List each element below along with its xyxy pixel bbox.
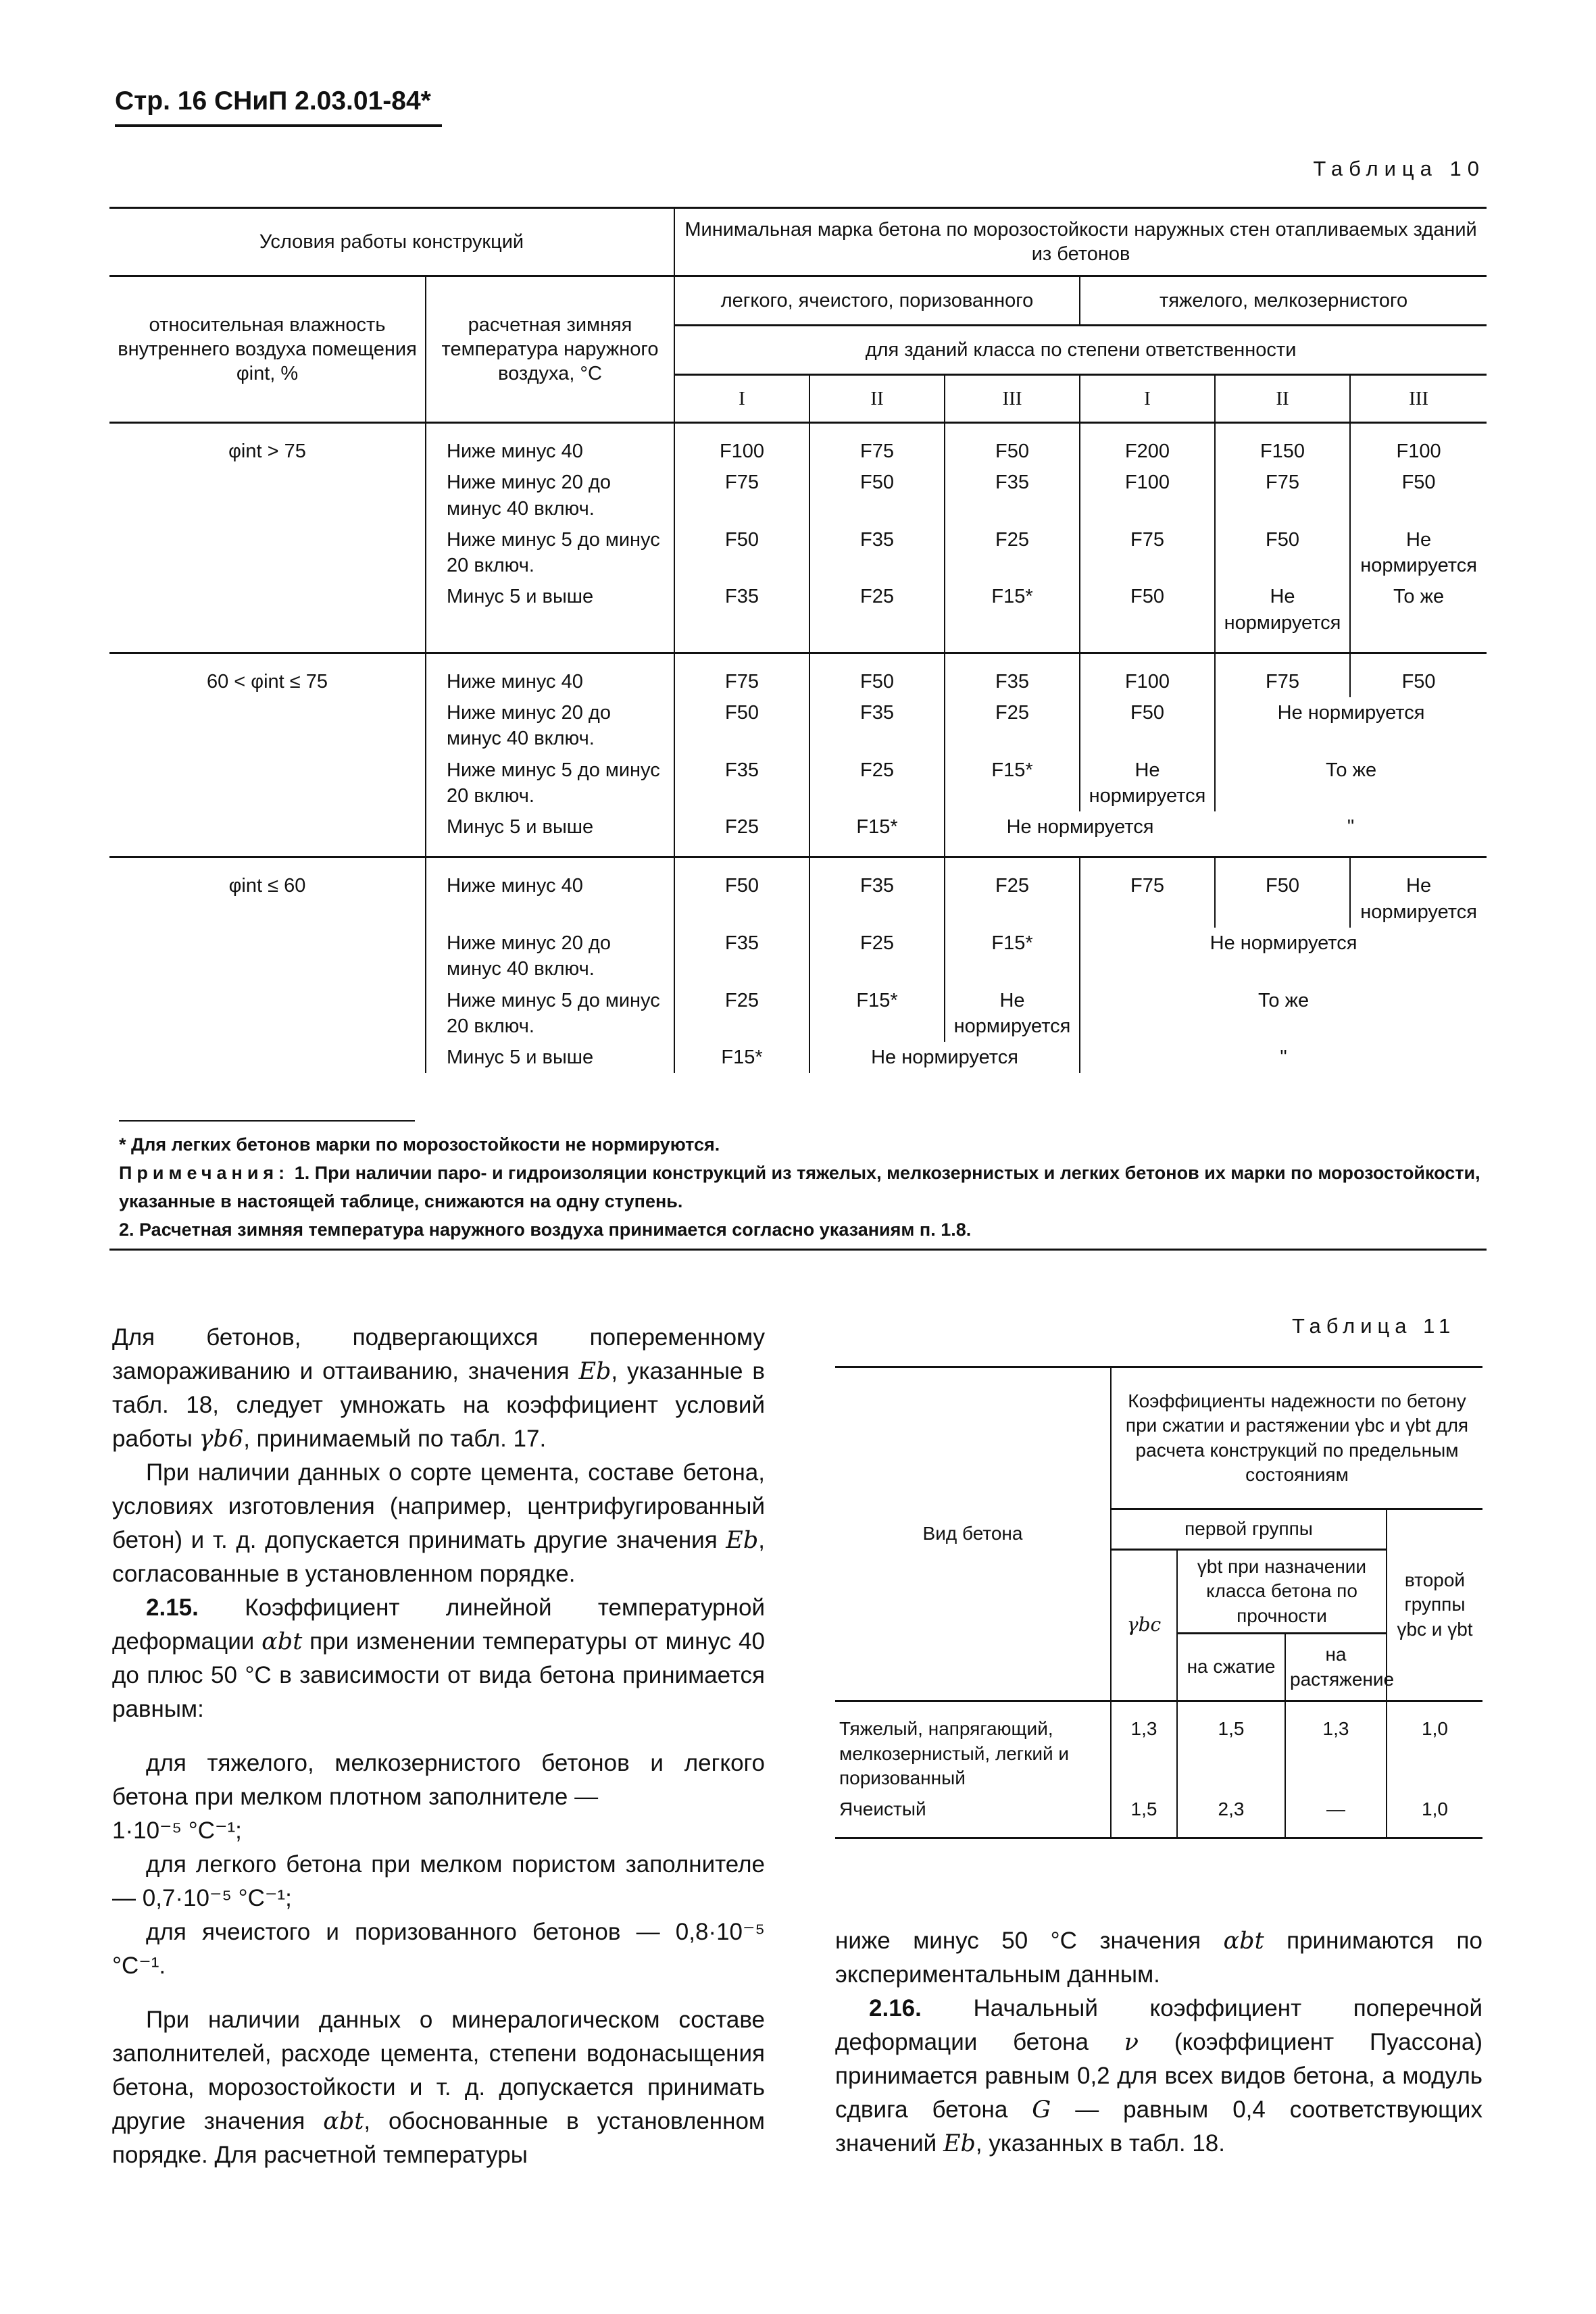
humidity-cell: φint > 75 [109,423,426,653]
value-cell: F100 [1396,441,1441,462]
value-cell: F75 [1080,524,1215,582]
value-cell: " [1215,811,1487,857]
temp-cell: Ниже минус 5 до минус 20 включ. [426,985,674,1042]
value-cell: 1,5 [1177,1701,1285,1795]
value-cell: F25 [809,755,945,812]
head-compression: на сжатие [1177,1634,1285,1701]
value-cell: F15* [809,811,945,857]
class-label: III [1350,375,1487,423]
value-cell: То же [1350,581,1487,653]
value-cell: F75 [674,467,809,524]
value-cell: 1,0 [1387,1794,1482,1838]
paragraph: ниже минус 50 °С значения αbt принимаются по экспериментальным данным. [835,1928,1482,1988]
value-cell: F25 [809,581,945,653]
value-cell: F25 [809,928,945,985]
value-cell: Не нормируется [945,811,1215,857]
value-cell: F35 [809,697,945,755]
right-column-text [835,1924,1482,2161]
value-cell: F50 [1215,857,1350,928]
value-cell: Не нормируется [809,1042,1080,1073]
value-cell: F50 [1080,581,1215,653]
head-light-concrete: легкого, ячеистого, поризованного [674,276,1080,326]
value-cell: F35 [674,928,809,985]
symbol-Eb: Eb [726,1527,759,1554]
value-cell: F50 [1215,524,1350,582]
value-cell: F35 [945,653,1080,697]
footnote-rule [119,1120,415,1122]
value-cell: 1,0 [1422,1718,1448,1740]
humidity-cell: φint ≤ 60 [109,857,426,1073]
value-cell: F75 [1080,857,1215,928]
value-cell: 2,3 [1177,1794,1285,1838]
symbol-Eb: Eb [578,1358,612,1385]
paragraph: При наличии данных о минералогическом составе заполнителей, расходе цемента, степени водонасыщения бетона, морозостойкости и т. д. допускается принимать другие значения αbt, обоснованные в установленном порядке. Для расчетной температуры [112,2007,765,2168]
temp-cell: Минус 5 и выше [426,581,674,653]
head-second-group: второй группы γbc и γbt [1387,1509,1482,1701]
value-cell: F15* [945,928,1080,985]
header-underline [115,124,442,127]
head-class: для зданий класса по степени ответственности [674,326,1487,375]
value-cell: F100 [1080,653,1215,697]
head-min-grade: Минимальная марка бетона по морозостойкости наружных стен отапливаемых зданий из бетонов [674,208,1487,276]
symbol-alpha-bt: αbt [261,1628,303,1655]
value-cell: F25 [674,811,809,857]
head-heavy-concrete: тяжелого, мелкозернистого [1080,276,1487,326]
temp-cell: Минус 5 и выше [426,1042,674,1073]
value-cell: 1,3 [1285,1701,1387,1795]
value-cell: F100 [1080,467,1215,524]
value-cell: F25 [674,985,809,1042]
paragraph: для ячеистого и поризованного бетонов — 0,8·10⁻⁵ °С⁻¹. [112,1919,765,1979]
value-cell: — [1285,1794,1387,1838]
value-cell: F25 [945,524,1080,582]
value-cell: F50 [1401,670,1436,693]
head-coefficients: Коэффициенты надежности по бетону при сжатии и растяжении γbc и γbt для расчета конструкций по предельным состояниям [1111,1367,1482,1509]
temp-cell: Ниже минус 5 до минус 20 включ. [426,524,674,582]
value-cell: F100 [674,423,809,468]
value-cell: F50 [674,857,809,928]
temp-cell: Ниже минус 20 до минус 40 включ. [426,467,674,524]
left-column-text [112,1321,765,2172]
paragraph: для тяжелого, мелкозернистого бетонов и легкого бетона при мелком плотном заполнителе — 1·10⁻⁵ °С⁻¹; [112,1750,765,1844]
section-number: 2.15. [146,1594,199,1621]
paragraph: 2.15. Коэффициент линейной температурной деформации αbt при изменении температуры от минус 40 до плюс 50 °С в зависимости от вида бетона принимается равным: [112,1594,765,1722]
symbol-G: G [1032,2096,1051,2123]
head-gamma-bc: γbc [1111,1550,1177,1701]
value-cell: Не нормируется [945,985,1080,1042]
temp-cell: Ниже минус 20 до минус 40 включ. [426,928,674,985]
head-first-group: первой группы [1111,1509,1387,1550]
head-conditions: Условия работы конструкций [109,208,674,276]
value-cell: F150 [1215,423,1350,468]
temp-cell: Ниже минус 40 [426,857,674,928]
table10-caption: Таблица 10 [1313,157,1485,180]
value-cell: F35 [674,755,809,812]
value-cell: F200 [1080,423,1215,468]
temp-cell: Ниже минус 40 [426,653,674,697]
humidity-cell: 60 < φint ≤ 75 [109,653,426,857]
value-cell: F75 [674,653,809,697]
value-cell: 1,3 [1111,1701,1177,1795]
class-label: II [809,375,945,423]
table-11 [835,1366,1482,1839]
class-label: I [1080,375,1215,423]
class-label: III [945,375,1080,423]
value-cell: F50 [674,524,809,582]
footnote: * Для легких бетонов марки по морозостойкости не нормируются. [119,1134,720,1155]
value-cell: F15* [674,1042,809,1073]
note-1 [119,1159,1487,1216]
head-humidity: относительная влажность внутреннего воздуха помещения φint, % [109,276,426,423]
value-cell: F50 [1401,472,1436,494]
head-concrete-type: Вид бетона [835,1367,1111,1701]
paragraph: При наличии данных о сорте цемента, составе бетона, условиях изготовления (например, центрифугированный бетон) и т. д. допускается принимать другие значения Eb, согласованные в установленном порядке. [112,1459,765,1587]
temp-cell: Минус 5 и выше [426,811,674,857]
class-label: I [674,375,809,423]
symbol-alpha-bt: αbt [1223,1928,1264,1955]
class-label: II [1215,375,1350,423]
value-cell: F35 [674,581,809,653]
value-cell: F50 [809,653,945,697]
head-gamma-bt: γbt при назначении класса бетона по прочности [1177,1550,1387,1634]
value-cell: 1,5 [1111,1794,1177,1838]
value-cell: F35 [809,857,945,928]
value-cell: То же [1257,989,1310,1011]
symbol-Eb: Eb [943,2130,976,2157]
value-cell: F35 [945,467,1080,524]
symbol-nu: ν [1124,2029,1139,2056]
notes-label: Примечания: [119,1162,290,1183]
value-cell: F15* [945,755,1080,812]
temp-cell: Ниже минус 20 до минус 40 включ. [426,697,674,755]
head-temperature: расчетная зимняя температура наружного воздуха, °С [426,276,674,423]
concrete-type-cell: Ячеистый [835,1794,1111,1838]
table10-notes [119,1131,1487,1244]
value-cell: Не нормируется [1360,875,1477,923]
value-cell: F25 [945,697,1080,755]
paragraph: 2.16. Начальный коэффициент поперечной деформации бетона ν (коэффициент Пуассона) принимается равным 0,2 для всех видов бетона, а модуль сдвига бетона G — равным 0,4 соответствующих значений Eb, указанных в табл. 18. [835,1995,1483,2157]
value-cell: F25 [945,857,1080,928]
note-1-text: 1. При наличии паро- и гидроизоляции конструкций из тяжелых, мелкозернистых и легких бетонов их марки по морозостойкости, указанные в настоящей таблице, снижаются на одну ступень. [119,1162,1480,1211]
paragraph: для легкого бетона при мелком пористом заполнителе — 0,7·10⁻⁵ °С⁻¹; [112,1851,765,1911]
value-cell: То же [1325,759,1377,781]
value-cell: F35 [809,524,945,582]
value-cell: Не нормируется [1210,932,1357,954]
value-cell: F75 [1215,653,1350,697]
head-tension: на растяжение [1285,1634,1387,1701]
value-cell: Не нормируется [1080,755,1215,812]
value-cell: F15* [809,985,945,1042]
value-cell: F50 [1080,697,1215,755]
value-cell: F15* [945,581,1080,653]
value-cell: Не нормируется [1277,702,1425,724]
symbol-gamma-b6: γb6 [199,1426,244,1453]
value-cell: F75 [809,423,945,468]
value-cell: " [1280,1047,1287,1069]
table11-caption: Таблица 11 [1292,1314,1456,1338]
temp-cell: Ниже минус 5 до минус 20 включ. [426,755,674,812]
page-header: Стр. 16 СНиП 2.03.01-84* [115,86,431,116]
value-cell: Не нормируется [1360,528,1477,577]
value-cell: Не нормируется [1215,581,1350,653]
concrete-type-cell: Тяжелый, напрягающий, мелкозернистый, легкий и поризованный [835,1701,1111,1795]
value-cell: F50 [674,697,809,755]
symbol-alpha-bt: αbt [323,2108,364,2135]
table-10 [109,207,1487,1073]
note-2: 2. Расчетная зимняя температура наружного воздуха принимается согласно указаниям п. 1.8. [119,1219,972,1240]
coefficient-value: 1·10⁻⁵ °С⁻¹; [112,1817,242,1844]
value-cell: F50 [809,467,945,524]
paragraph: Для бетонов, подвергающихся попеременному замораживанию и оттаиванию, значения Eb, указанные в табл. 18, следует умножать на коэффициент условий работы γb6, принимаемый по табл. 17. [112,1324,765,1453]
value-cell: F50 [945,423,1080,468]
value-cell: F75 [1215,467,1350,524]
table10-bottom-rule [109,1249,1487,1251]
temp-cell: Ниже минус 40 [426,423,674,468]
section-number: 2.16. [869,1995,922,2021]
